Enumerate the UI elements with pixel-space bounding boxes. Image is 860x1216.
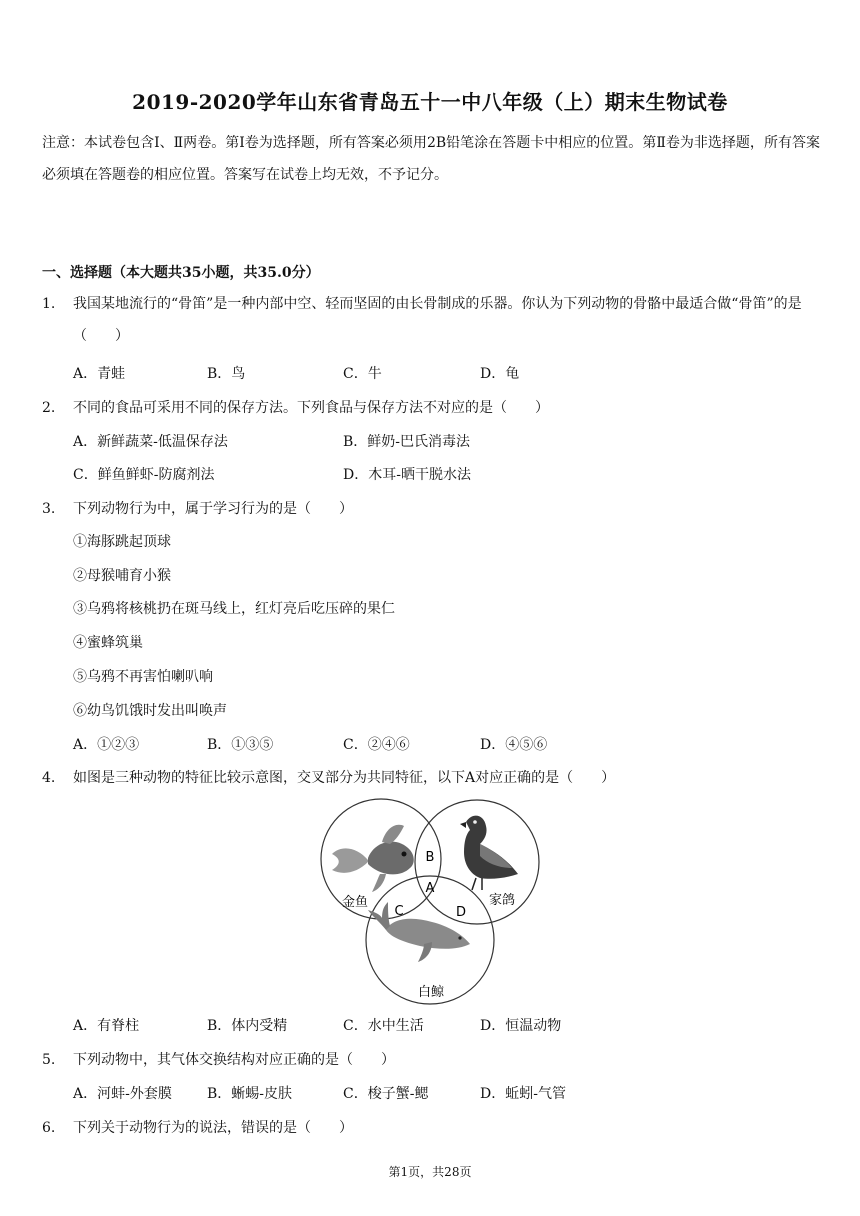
option-d: D．蚯蚓-气管 bbox=[480, 1086, 566, 1102]
option-b: B．体内受精 bbox=[207, 1018, 288, 1034]
question-text: 我国某地流行的“骨笛”是一种内部中空、轻而坚固的由长骨制成的乐器。你认为下列动物的骨骼中最适合做“骨笛”的是（ ） bbox=[73, 296, 802, 344]
question-number: 3. bbox=[42, 501, 56, 517]
option-a: A．有脊柱 bbox=[73, 1018, 140, 1034]
label-goldfish: 金鱼 bbox=[341, 895, 369, 910]
page-footer: 第1页，共28页 bbox=[388, 1165, 472, 1179]
statement-item: ①海豚跳起顶球 bbox=[73, 534, 171, 550]
pigeon-icon bbox=[460, 816, 518, 890]
region-label-c: C bbox=[394, 904, 404, 919]
statement-item: ⑥幼鸟饥饿时发出叫唤声 bbox=[73, 703, 227, 719]
question-text: 下列动物行为中，属于学习行为的是（ ） bbox=[73, 501, 353, 517]
statement-item: ④蜜蜂筑巢 bbox=[73, 635, 143, 651]
option-a: A．①②③ bbox=[73, 737, 140, 753]
question-number: 5. bbox=[42, 1052, 56, 1068]
question-number: 1. bbox=[42, 296, 56, 312]
question-text: 如图是三种动物的特征比较示意图，交叉部分为共同特征，以下A对应正确的是（ ） bbox=[73, 770, 616, 786]
question-number: 6. bbox=[42, 1120, 56, 1136]
region-label-d: D bbox=[455, 905, 467, 920]
option-b: B．蜥蜴-皮肤 bbox=[207, 1086, 293, 1102]
region-label-a: A bbox=[425, 881, 435, 896]
option-d: D．④⑤⑥ bbox=[480, 737, 548, 753]
option-b: B．鲜奶-巴氏消毒法 bbox=[343, 434, 471, 450]
section-heading: 一、选择题（本大题共35小题，共35.0分） bbox=[42, 265, 320, 281]
question-text: 不同的食品可采用不同的保存方法。下列食品与保存方法不对应的是（ ） bbox=[73, 400, 549, 416]
option-d: D．龟 bbox=[480, 366, 520, 382]
option-c: C．鲜鱼鲜虾-防腐剂法 bbox=[73, 467, 215, 483]
option-c: C．梭子蟹-鳃 bbox=[343, 1086, 429, 1102]
question-number: 2. bbox=[42, 400, 56, 416]
exam-notice: 注意：本试卷包含Ⅰ、Ⅱ两卷。第Ⅰ卷为选择题，所有答案必须用2B铅笔涂在答题卡中相应的位置。第Ⅱ卷为非选择题，所有答案必须填在答题卷的相应位置。答案写在试卷上均无效，不予记分。 bbox=[42, 135, 820, 183]
question-text: 下列动物中，其气体交换结构对应正确的是（ ） bbox=[73, 1052, 395, 1068]
statement-item: ③乌鸦将核桃扔在斑马线上，红灯亮后吃压碎的果仁 bbox=[73, 601, 395, 617]
question-text: 下列关于动物行为的说法，错误的是（ ） bbox=[73, 1120, 353, 1136]
option-b: B．鸟 bbox=[207, 366, 246, 382]
exam-title: 2019-2020学年山东省青岛五十一中八年级（上）期末生物试卷 bbox=[132, 90, 728, 114]
whale-icon bbox=[368, 902, 470, 962]
option-d: D．木耳-晒干脱水法 bbox=[343, 467, 471, 483]
option-d: D．恒温动物 bbox=[480, 1018, 562, 1034]
region-label-b: B bbox=[425, 850, 435, 865]
option-c: C．②④⑥ bbox=[343, 737, 410, 753]
option-a: A．新鲜蔬菜-低温保存法 bbox=[73, 434, 228, 450]
statement-item: ⑤乌鸦不再害怕喇叭响 bbox=[73, 669, 213, 685]
option-a: A．青蛙 bbox=[73, 366, 126, 382]
goldfish-icon bbox=[332, 825, 414, 892]
question-number: 4. bbox=[42, 770, 56, 786]
label-whale: 白鲸 bbox=[417, 985, 445, 1000]
option-a: A．河蚌-外套膜 bbox=[73, 1086, 172, 1102]
option-c: C．牛 bbox=[343, 366, 382, 382]
venn-diagram bbox=[320, 798, 545, 1008]
statement-item: ②母猴哺育小猴 bbox=[73, 568, 171, 584]
option-c: C．水中生活 bbox=[343, 1018, 424, 1034]
label-pigeon: 家鸽 bbox=[488, 893, 516, 908]
option-b: B．①③⑤ bbox=[207, 737, 274, 753]
